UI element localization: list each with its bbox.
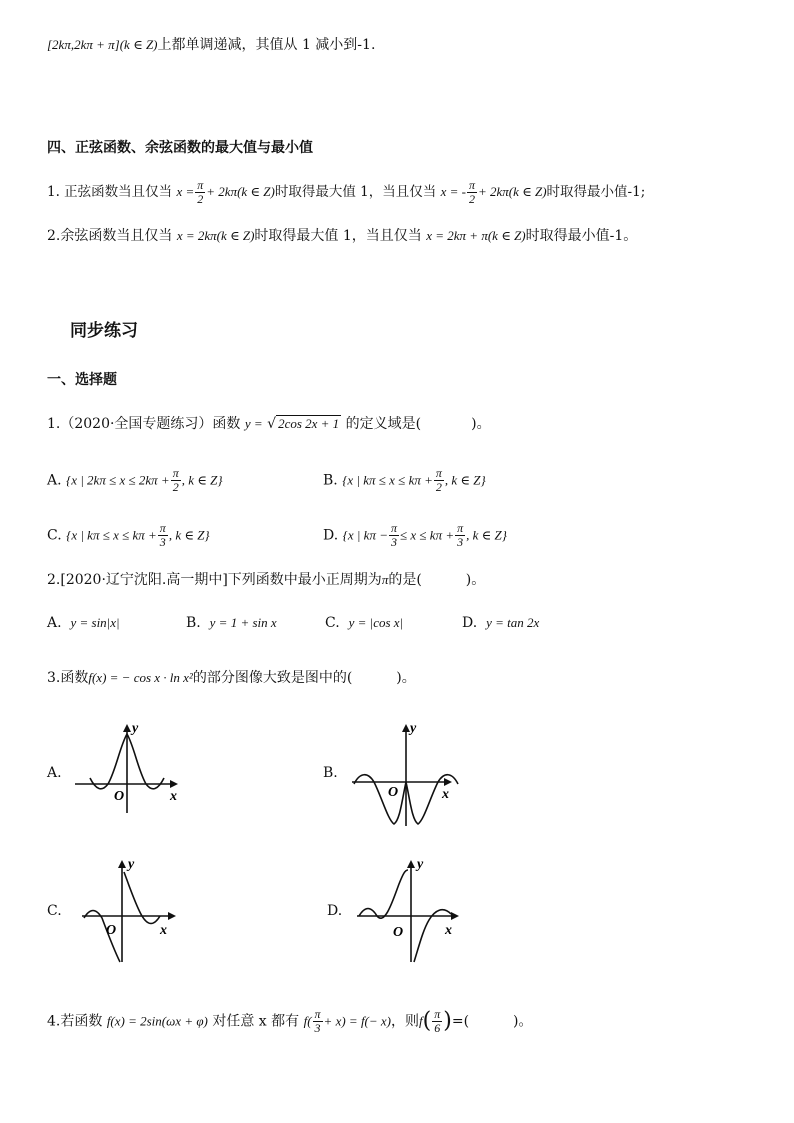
- item1-frac2: [467, 179, 477, 206]
- q3-stem: [47, 668, 774, 688]
- item2-tail: 时取得最小值-1。: [525, 228, 638, 244]
- frac-den: 2: [467, 192, 477, 206]
- frac-den: 2: [434, 480, 444, 494]
- q4-frac: [313, 1008, 323, 1035]
- item2-expr1: x = 2kπ(k ∈ Z): [176, 228, 255, 243]
- option-label: B.: [186, 615, 201, 631]
- q3-option-d-label[interactable]: D.: [327, 903, 343, 919]
- section4-item2: [47, 226, 774, 246]
- y-label: y: [410, 721, 417, 736]
- option-expr: y = sin|x|: [70, 615, 120, 630]
- frac-num: π: [391, 521, 398, 535]
- q2-option-d[interactable]: [462, 613, 539, 633]
- q4-stem-b: 对任意 x 都有: [212, 1013, 300, 1030]
- option-label: D.: [323, 527, 339, 544]
- q4-frac2: [432, 1008, 442, 1035]
- option-frac: [389, 522, 399, 549]
- y-arrow: [123, 724, 131, 732]
- curve-left: [359, 870, 408, 918]
- q2-option-c[interactable]: [325, 613, 403, 633]
- frac-num: π: [435, 466, 442, 480]
- option-expr: {x | kπ ≤ x ≤ kπ +: [342, 472, 433, 488]
- frac-num: π: [314, 1007, 321, 1021]
- q1-radicand: 2cos 2x + 1: [278, 416, 340, 431]
- q4-expr2: + x) = f(− x): [323, 1013, 392, 1029]
- y-arrow: [402, 724, 410, 732]
- q4-stem: 4.若函数 f(x) = 2sin(ωx + φ) 对任意 x 都有 f( $\frac{\pi}{3}$ + x) = f(− x)，则f( $\frac{\pi}{6}$ )=( )。: [47, 1007, 533, 1035]
- frac-den: 6: [432, 1021, 442, 1035]
- frac-den: 2: [171, 480, 181, 494]
- q2-stem: [47, 570, 774, 590]
- x-label: x: [160, 923, 167, 938]
- q4-stem-c: ，则: [391, 1013, 420, 1030]
- q1-stem-b: 的定义域是(: [341, 416, 422, 432]
- graph-c[interactable]: [80, 854, 190, 966]
- q4-f2: f: [419, 1013, 423, 1029]
- option-expr-tail: , k ∈ Z}: [444, 472, 486, 488]
- item1-mid: 时取得最大值 1，当且仅当: [274, 184, 437, 200]
- item2-prefix: 2.余弦函数当且仅当: [47, 228, 173, 244]
- option-label: A.: [47, 472, 62, 489]
- option-expr: {x | 2kπ ≤ x ≤ 2kπ +: [66, 472, 170, 488]
- frac-den: 2: [195, 192, 205, 206]
- item1-plus2: + 2kπ(k ∈ Z): [477, 184, 547, 199]
- q1-stem-a: 1.（2020·全国专题练习）函数: [47, 416, 241, 432]
- q1-stem-c: )。: [471, 416, 491, 432]
- q3-expr: f(x) = − cos x · ln x²: [88, 670, 193, 685]
- q2-option-b[interactable]: [186, 613, 277, 633]
- x-arrow: [451, 912, 459, 920]
- q3-stem-c: )。: [396, 670, 416, 686]
- section4-item1: [47, 179, 774, 206]
- section4-title: 四、正弦函数、余弦函数的最大值与最小值: [47, 140, 313, 156]
- option-frac: [171, 467, 181, 494]
- q1-option-b[interactable]: [323, 467, 486, 494]
- practice-title: 同步练习: [70, 321, 138, 341]
- q4-stem-e: )。: [513, 1013, 533, 1030]
- x-label: x: [170, 789, 177, 804]
- frac-num: π: [159, 521, 166, 535]
- x-arrow: [170, 780, 178, 788]
- q1-option-a[interactable]: [47, 467, 223, 494]
- intro-line: [47, 35, 774, 55]
- frac-num: π: [172, 466, 179, 480]
- item1-plus: + 2kπ(k ∈ Z): [206, 184, 275, 199]
- frac-num: π: [434, 1007, 441, 1021]
- frac-den: 3: [455, 535, 465, 549]
- option-frac: [434, 467, 444, 494]
- origin-label: O: [106, 923, 117, 938]
- option-frac: [158, 522, 168, 549]
- y-label: y: [417, 857, 424, 872]
- q3-option-c-label[interactable]: C.: [47, 903, 62, 919]
- frac-den: 3: [158, 535, 168, 549]
- q2-option-a[interactable]: [47, 613, 120, 633]
- y-label: y: [128, 857, 135, 872]
- q1-sqrt: √ 2cos 2x + 1: [267, 416, 340, 432]
- q3-stem-a: 3.函数: [47, 670, 89, 686]
- option-expr: y = 1 + sin x: [209, 615, 277, 630]
- item1-prefix: 1. 正弦函数当且仅当: [47, 184, 173, 200]
- q2-stem-b: 的是(: [388, 572, 422, 588]
- option-expr: {x | kπ −: [342, 527, 388, 543]
- option-expr-tail: , k ∈ Z}: [181, 472, 223, 488]
- graph-b[interactable]: [350, 718, 470, 830]
- item2-expr2: x = 2kπ + π(k ∈ Z): [426, 228, 526, 243]
- q4-stem-a: 4.若函数: [47, 1013, 103, 1030]
- option-expr: {x | kπ ≤ x ≤ kπ +: [66, 527, 157, 543]
- origin-label: O: [388, 785, 399, 800]
- x-arrow: [444, 778, 452, 786]
- q3-option-b-label[interactable]: B.: [323, 765, 338, 781]
- option-label: C.: [325, 615, 340, 631]
- option-frac2: [455, 522, 465, 549]
- q2-stem-a: 2.[2020·辽宁沈阳.高一期中]下列函数中最小正周期为: [47, 572, 382, 588]
- graph-a[interactable]: [70, 718, 190, 818]
- q1-option-c[interactable]: [47, 522, 210, 549]
- frac-num: π: [457, 521, 464, 535]
- q3-stem-b: 的部分图像大致是图中的(: [192, 670, 353, 686]
- frac-den: 3: [313, 1021, 323, 1035]
- option-label: A.: [47, 615, 62, 631]
- item1-tail: 时取得最小值-1;: [546, 184, 646, 200]
- origin-label: O: [393, 925, 404, 940]
- item1-frac: [195, 179, 205, 206]
- y-label: y: [132, 721, 139, 736]
- option-expr-tail: , k ∈ Z}: [168, 527, 210, 543]
- q2-stem-c: )。: [465, 572, 486, 588]
- y-arrow: [118, 860, 126, 868]
- frac-num: π: [197, 178, 204, 192]
- option-label: D.: [462, 615, 478, 631]
- q2-pi: π: [381, 572, 389, 587]
- interval-expr: [2kπ,2kπ + π](k ∈ Z): [47, 37, 158, 52]
- option-expr-tail: , k ∈ Z}: [466, 527, 507, 543]
- y-arrow: [407, 860, 415, 868]
- option-label: B.: [323, 472, 338, 489]
- graph-d[interactable]: [355, 854, 467, 966]
- q1-option-d[interactable]: [323, 522, 507, 549]
- option-expr: y = tan 2x: [486, 615, 540, 630]
- x-label: x: [442, 787, 449, 802]
- q1-y-eq: y =: [244, 416, 263, 431]
- frac-num: π: [468, 178, 475, 192]
- frac-den: 3: [389, 535, 399, 549]
- option-label: C.: [47, 527, 62, 544]
- x-arrow: [168, 912, 176, 920]
- q4-stem-d: =(: [451, 1013, 470, 1030]
- option-expr-mid: ≤ x ≤ kπ +: [400, 527, 455, 543]
- item1-x-eq: x =: [176, 184, 195, 199]
- q1-stem: [47, 414, 774, 434]
- item2-mid: 时取得最大值 1，当且仅当: [254, 228, 422, 244]
- q4-expr1: f(x) = 2sin(ωx + φ): [106, 1013, 208, 1029]
- item1-x-eq-neg: x = -: [440, 184, 466, 199]
- option-expr: y = |cos x|: [348, 615, 404, 630]
- part1-title: 一、选择题: [47, 372, 117, 388]
- x-label: x: [445, 923, 452, 938]
- intro-text: 上都单调递减，其值从 1 减小到-1.: [157, 37, 376, 53]
- q4-f-open: f(: [303, 1013, 312, 1029]
- origin-label: O: [114, 789, 125, 804]
- q3-option-a-label[interactable]: A.: [47, 765, 62, 781]
